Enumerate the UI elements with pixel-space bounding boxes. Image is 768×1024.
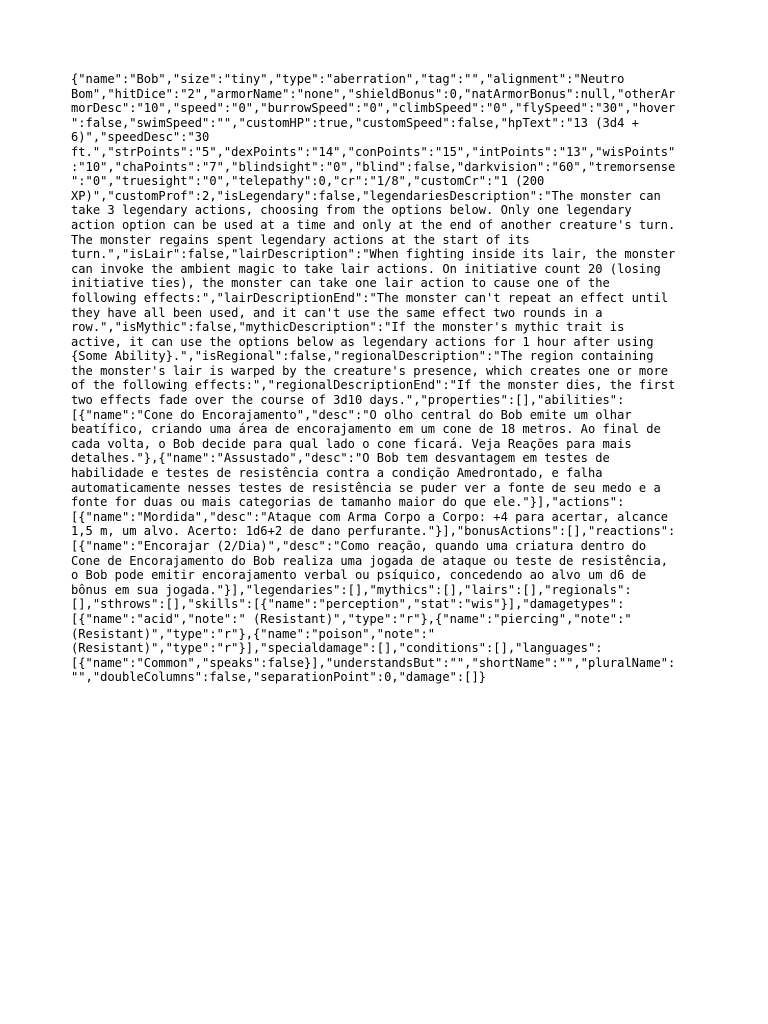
text-line: ft.","strPoints":"5","dexPoints":"14","conPoints":"15","intPoints":"13","wisPoints" [71, 144, 676, 159]
text-line: active, it can use the options below as legendary actions for 1 hour after using [71, 334, 654, 349]
text-line: turn.","isLair":false,"lairDescription":"When fighting inside its lair, the monster [71, 247, 676, 262]
text-line: automaticamente nesses testes de resistência se puder ver a fonte de seu medo e a [71, 480, 661, 495]
text-line: morDesc":"10","speed":"0","burrowSpeed":"0","climbSpeed":"0","flySpeed":"30","hover [71, 101, 676, 116]
text-line: [{"name":"Encorajar (2/Dia)","desc":"Como reação, quando uma criatura dentro do [71, 539, 647, 553]
text-line: The monster regains spent legendary actions at the start of its [71, 232, 530, 247]
text-line: [{"name":"Common","speaks":false}],"understandsBut":"","shortName":"","pluralName": [71, 655, 676, 670]
text-line: cada volta, o Bob decide para qual lado o cone ficará. Veja Reações para mais [71, 436, 632, 451]
text-line: (Resistant)","type":"r"},{"name":"poison","note":" [71, 626, 436, 641]
text-line: take 3 legendary actions, choosing from the options below. Only one legendary [71, 203, 632, 218]
text-line: [{"name":"Mordida","desc":"Ataque com Arma Corpo a Corpo: +4 para acertar, alcance [71, 509, 669, 524]
text-line: they have all been used, and it can't use the same effect two rounds in a [71, 305, 603, 320]
text-line: can invoke the ambient magic to take lair actions. On initiative count 20 (losing [71, 261, 661, 276]
text-line: two effects fade over the course of 3d10 days.","properties":[],"abilities": [71, 393, 625, 408]
raw-json-text [71, 72, 699, 685]
text-line: bônus em sua jogada."}],"legendaries":[],"mythics":[],"lairs":[],"regionals": [71, 582, 632, 597]
text-line: XP)","customProf":2,"isLegendary":false,"legendariesDescription":"The monster can [71, 188, 661, 203]
text-line: beatífico, criando uma área de encorajamento em um cone de 18 metros. Ao final de [71, 422, 661, 437]
text-line: row.","isMythic":false,"mythicDescription":"If the monster's mythic trait is [71, 320, 625, 335]
text-line: "","doubleColumns":false,"separationPoint":0,"damage":[]} [71, 670, 487, 685]
text-line: 6)","speedDesc":"30 [71, 130, 210, 145]
text-line: the monster's lair is warped by the creature's presence, which creates one or more [71, 363, 669, 378]
text-line: 1,5 m, um alvo. Acerto: 1d6+2 de dano perfurante."}],"bonusActions":[],"reactions": [71, 524, 676, 539]
text-line: o Bob pode emitir encorajamento verbal ou psíquico, concedendo ao alvo um d6 de [71, 568, 647, 583]
text-line: ":"0","truesight":"0","telepathy":0,"cr":"1/8","customCr":"1 (200 [71, 174, 545, 189]
text-line: of the following effects:","regionalDescriptionEnd":"If the monster dies, the first [71, 378, 676, 393]
text-line: [{"name":"Cone do Encorajamento","desc":"O olho central do Bob emite um olhar [71, 407, 632, 422]
text-line: [{"name":"acid","note":" (Resistant)","type":"r"},{"name":"piercing","note":" [71, 611, 632, 626]
text-line: initiative ties), the monster can take one lair action to cause one of the [71, 276, 610, 291]
text-line: detalhes."},{"name":"Assustado","desc":"O Bob tem desvantagem em testes de [71, 451, 610, 466]
text-line: following effects:","lairDescriptionEnd":"The monster can't repeat an effect until [71, 290, 669, 305]
text-line: habilidade e testes de resistência contra a condição Amedrontado, e falha [71, 466, 603, 481]
text-line: ":false,"swimSpeed":"","customHP":true,"customSpeed":false,"hpText":"13 (3d4 + [71, 115, 639, 130]
text-line: {Some Ability}.","isRegional":false,"regionalDescription":"The region containing [71, 349, 654, 364]
text-line: (Resistant)","type":"r"}],"specialdamage":[],"conditions":[],"languages": [71, 641, 603, 656]
text-line: Bom","hitDice":"2","armorName":"none","shieldBonus":0,"natArmorBonus":null,"otherAr [71, 86, 676, 101]
text-line: fonte for duas ou mais categorias de tamanho maior do que ele."}],"actions": [71, 495, 625, 510]
text-line: [],"sthrows":[],"skills":[{"name":"perception","stat":"wis"}],"damagetypes": [71, 597, 625, 612]
text-line: Cone de Encorajamento do Bob realiza uma jogada de ataque ou teste de resistência, [71, 553, 669, 568]
text-line: :"10","chaPoints":"7","blindsight":"0","blind":false,"darkvision":"60","tremorsense [71, 159, 676, 174]
text-line: {"name":"Bob","size":"tiny","type":"aberration","tag":"","alignment":"Neutro [71, 72, 625, 86]
text-line: action option can be used at a time and only at the end of another creature's turn. [71, 217, 676, 232]
